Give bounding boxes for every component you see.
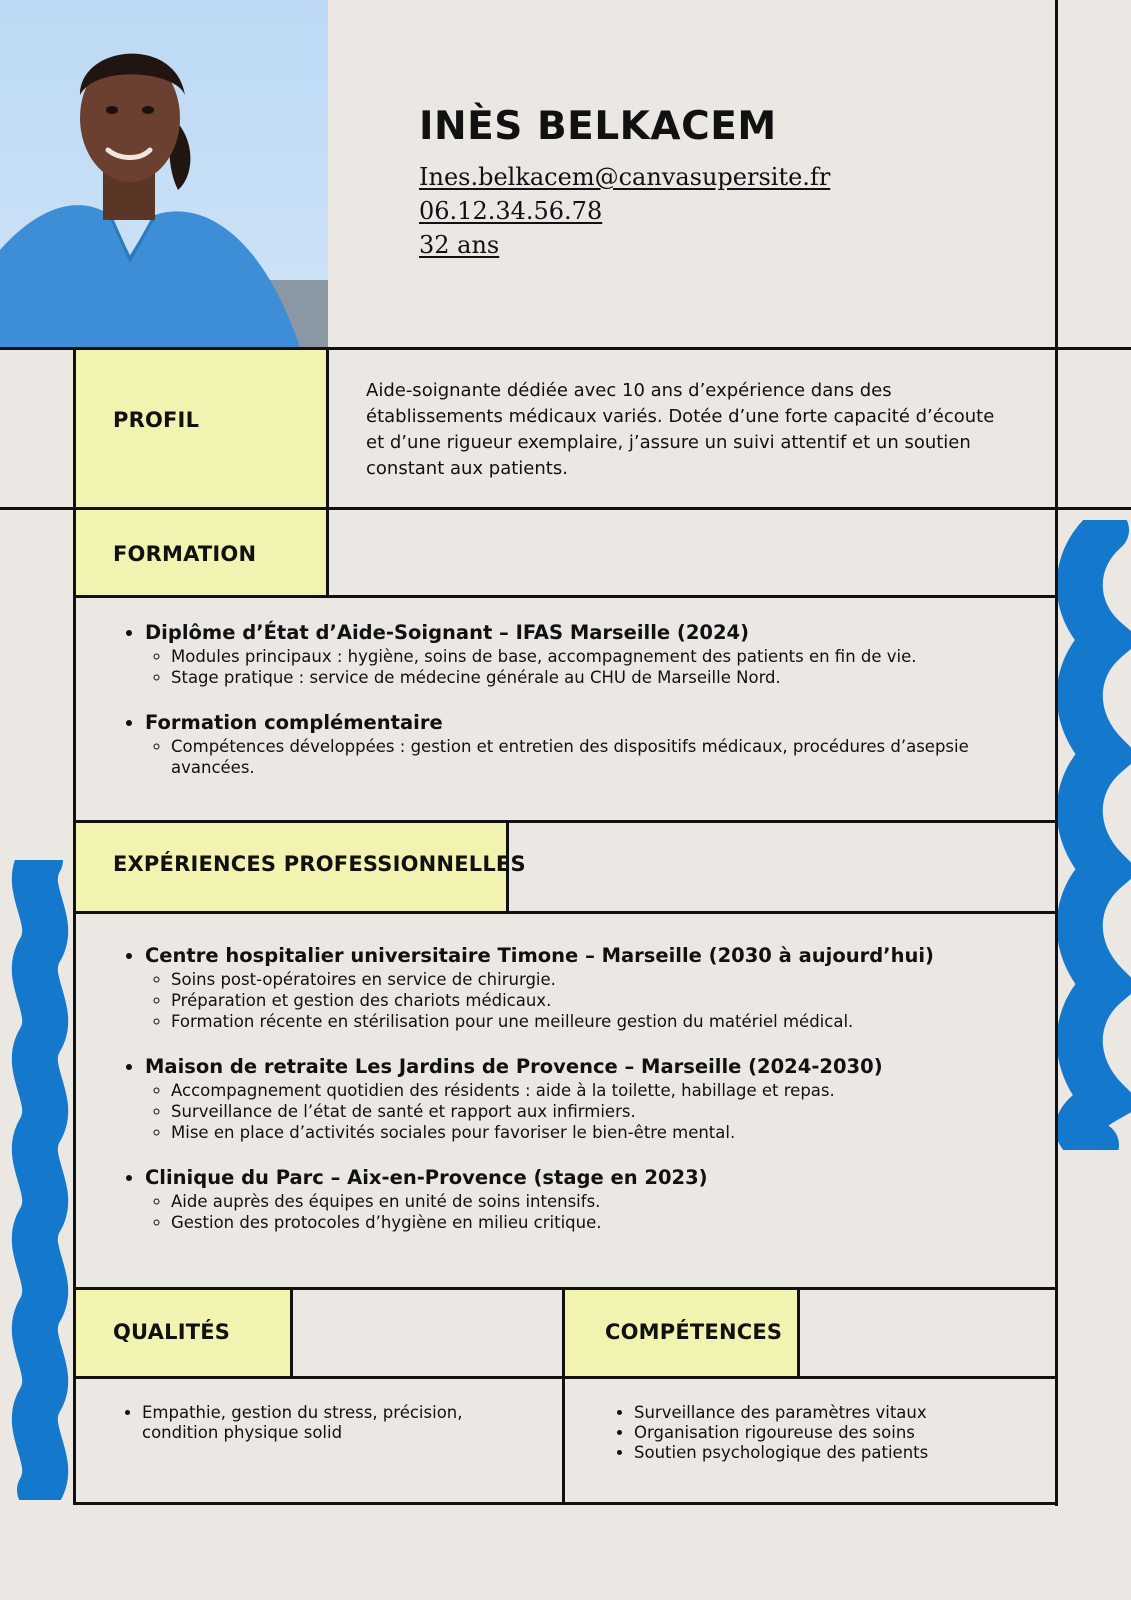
skill-item: • Organisation rigoureuse des soins [634,1423,1032,1443]
candidate-name: INÈS BELKACEM [419,104,777,149]
age-text: 32 ans [419,231,500,259]
profile-summary: Aide-soignante dédiée avec 10 ans d’expérience dans des établissements médicaux variés. Dotée d’une forte capacité d’écoute et d’une rigueur exemplaire, j’assure un suivi attentif et un soutien constant aux patients. [366,380,995,479]
experience-item-detail: ◦ Mise en place d’activités sociales pour favoriser le bien-être mental. [171,1122,1040,1143]
education-item-title: Formation complémentaire [145,711,443,734]
experience-item-detail: ◦ Préparation et gestion des chariots médicaux. [171,990,1040,1011]
experience-item-detail: ◦ Soins post-opératoires en service de chirurgie. [171,969,1040,990]
quality-item: • Empathie, gestion du stress, précision, condition physique solid [142,1403,480,1443]
skills-section [612,1403,1032,1463]
skill-item: • Surveillance des paramètres vitaux [634,1403,1032,1423]
education-heading: FORMATION [113,542,257,566]
qualities-section [120,1403,480,1443]
education-section [120,620,1040,778]
experience-item-detail: ◦ Surveillance de l’état de santé et rapport aux infirmiers. [171,1101,1040,1122]
experience-item-detail: ◦ Accompagnement quotidien des résidents : aide à la toilette, habillage et repas. [171,1080,1040,1101]
education-item [145,710,1040,778]
qualities-heading: QUALITÉS [113,1320,231,1344]
experience-item [145,1165,1040,1233]
experience-item-title: Centre hospitalier universitaire Timone – Marseille (2030 à aujourd’hui) [145,944,934,967]
profile-photo [0,0,328,347]
experience-heading: EXPÉRIENCES PROFESSIONNELLES [113,852,526,876]
education-item-detail: ◦ Compétences développées : gestion et entretien des dispositifs médicaux, procédures d’asepsie avancées. [171,736,1040,778]
experience-section [120,943,1040,1233]
skill-item: • Soutien psychologique des patients [634,1443,1032,1463]
right-wave-decoration [1051,520,1131,1150]
experience-item [145,1054,1040,1143]
experience-item-detail: ◦ Formation récente en stérilisation pour une meilleure gestion du matériel médical. [171,1011,1040,1032]
education-item [145,620,1040,688]
phone-link[interactable]: 06.12.34.56.78 [419,197,603,225]
experience-item [145,943,1040,1032]
skills-heading: COMPÉTENCES [605,1320,783,1344]
education-item-detail: ◦ Stage pratique : service de médecine générale au CHU de Marseille Nord. [171,667,1040,688]
education-item-title: Diplôme d’État d’Aide-Soignant – IFAS Marseille (2024) [145,621,750,644]
experience-item-detail: ◦ Gestion des protocoles d’hygiène en milieu critique. [171,1212,1040,1233]
experience-item-title: Clinique du Parc – Aix-en-Provence (stage en 2023) [145,1166,708,1189]
email-link[interactable]: Ines.belkacem@canvasupersite.fr [419,163,831,191]
profile-heading: PROFIL [113,408,200,432]
experience-item-title: Maison de retraite Les Jardins de Provence – Marseille (2024-2030) [145,1055,883,1078]
experience-item-detail: ◦ Aide auprès des équipes en unité de soins intensifs. [171,1191,1040,1212]
education-item-detail: ◦ Modules principaux : hygiène, soins de base, accompagnement des patients en fin de vie. [171,646,1040,667]
left-wave-decoration [0,860,80,1500]
